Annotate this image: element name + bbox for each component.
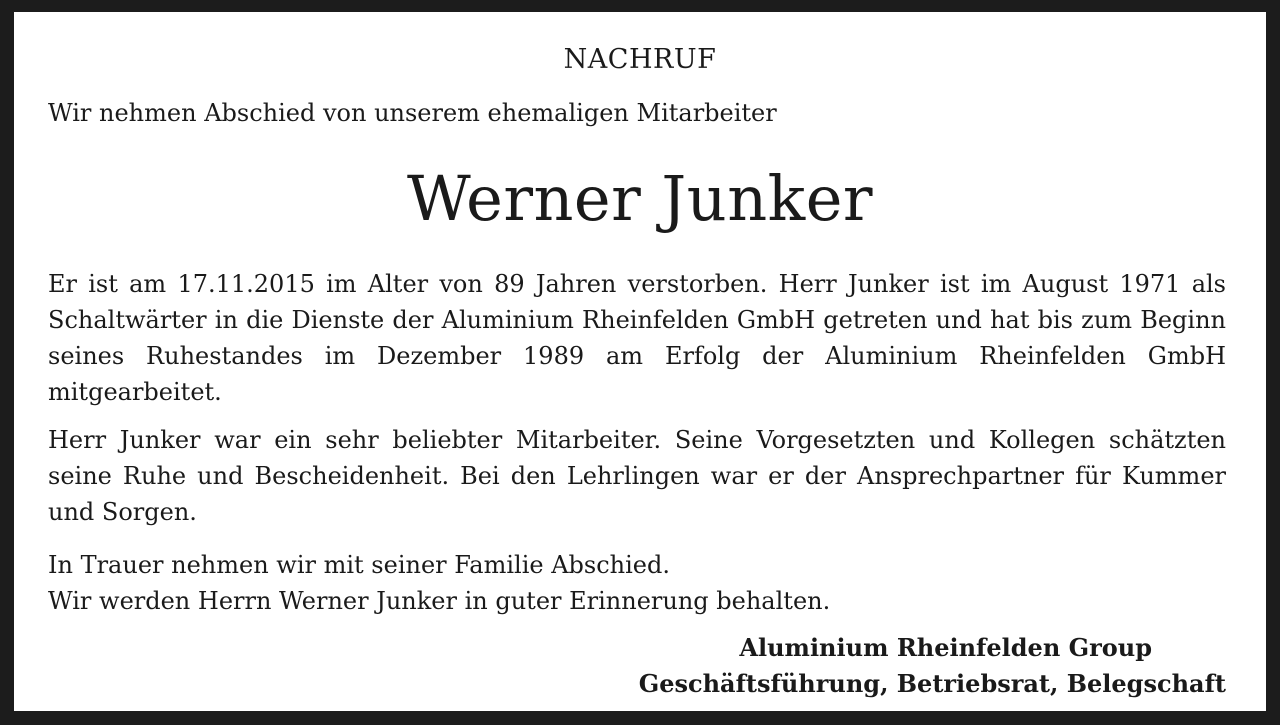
signature-members: Geschäftsführung, Betriebsrat, Belegschaft [638,669,1226,698]
obituary-notice [14,12,1266,711]
body-paragraph: Er ist am 17.11.2015 im Alter von 89 Jahren verstorben. Herr Junker ist im August 1971 als Schaltwärter in die Dienste der Aluminium Rheinfelden GmbH getreten und hat bis zum Beginn seines Ruhestandes im Dezember 1989 am Erfolg der Aluminium Rheinfelden GmbH mitgearbeitet. [48,270,1226,406]
body-paragraph: Herr Junker war ein sehr beliebter Mitarbeiter. Seine Vorgesetzten und Kollegen schätzten seine Ruhe und Bescheidenheit. Bei den Lehrlingen war er der Ansprechpartner für Kummer und Sorgen. [48,426,1226,526]
notice-heading: NACHRUF [563,44,717,75]
closing-lines [48,547,1226,619]
notice-body [48,266,1226,530]
signature-organization: Aluminium Rheinfelden Group [739,633,1152,662]
closing-line: Wir werden Herrn Werner Junker in guter Erinnerung behalten. [48,587,831,615]
closing-line: In Trauer nehmen wir mit seiner Familie Abschied. [48,551,670,579]
deceased-name: Werner Junker [406,162,874,235]
signature-block [639,630,1226,702]
intro-line: Wir nehmen Abschied von unserem ehemaligen Mitarbeiter [48,99,777,127]
